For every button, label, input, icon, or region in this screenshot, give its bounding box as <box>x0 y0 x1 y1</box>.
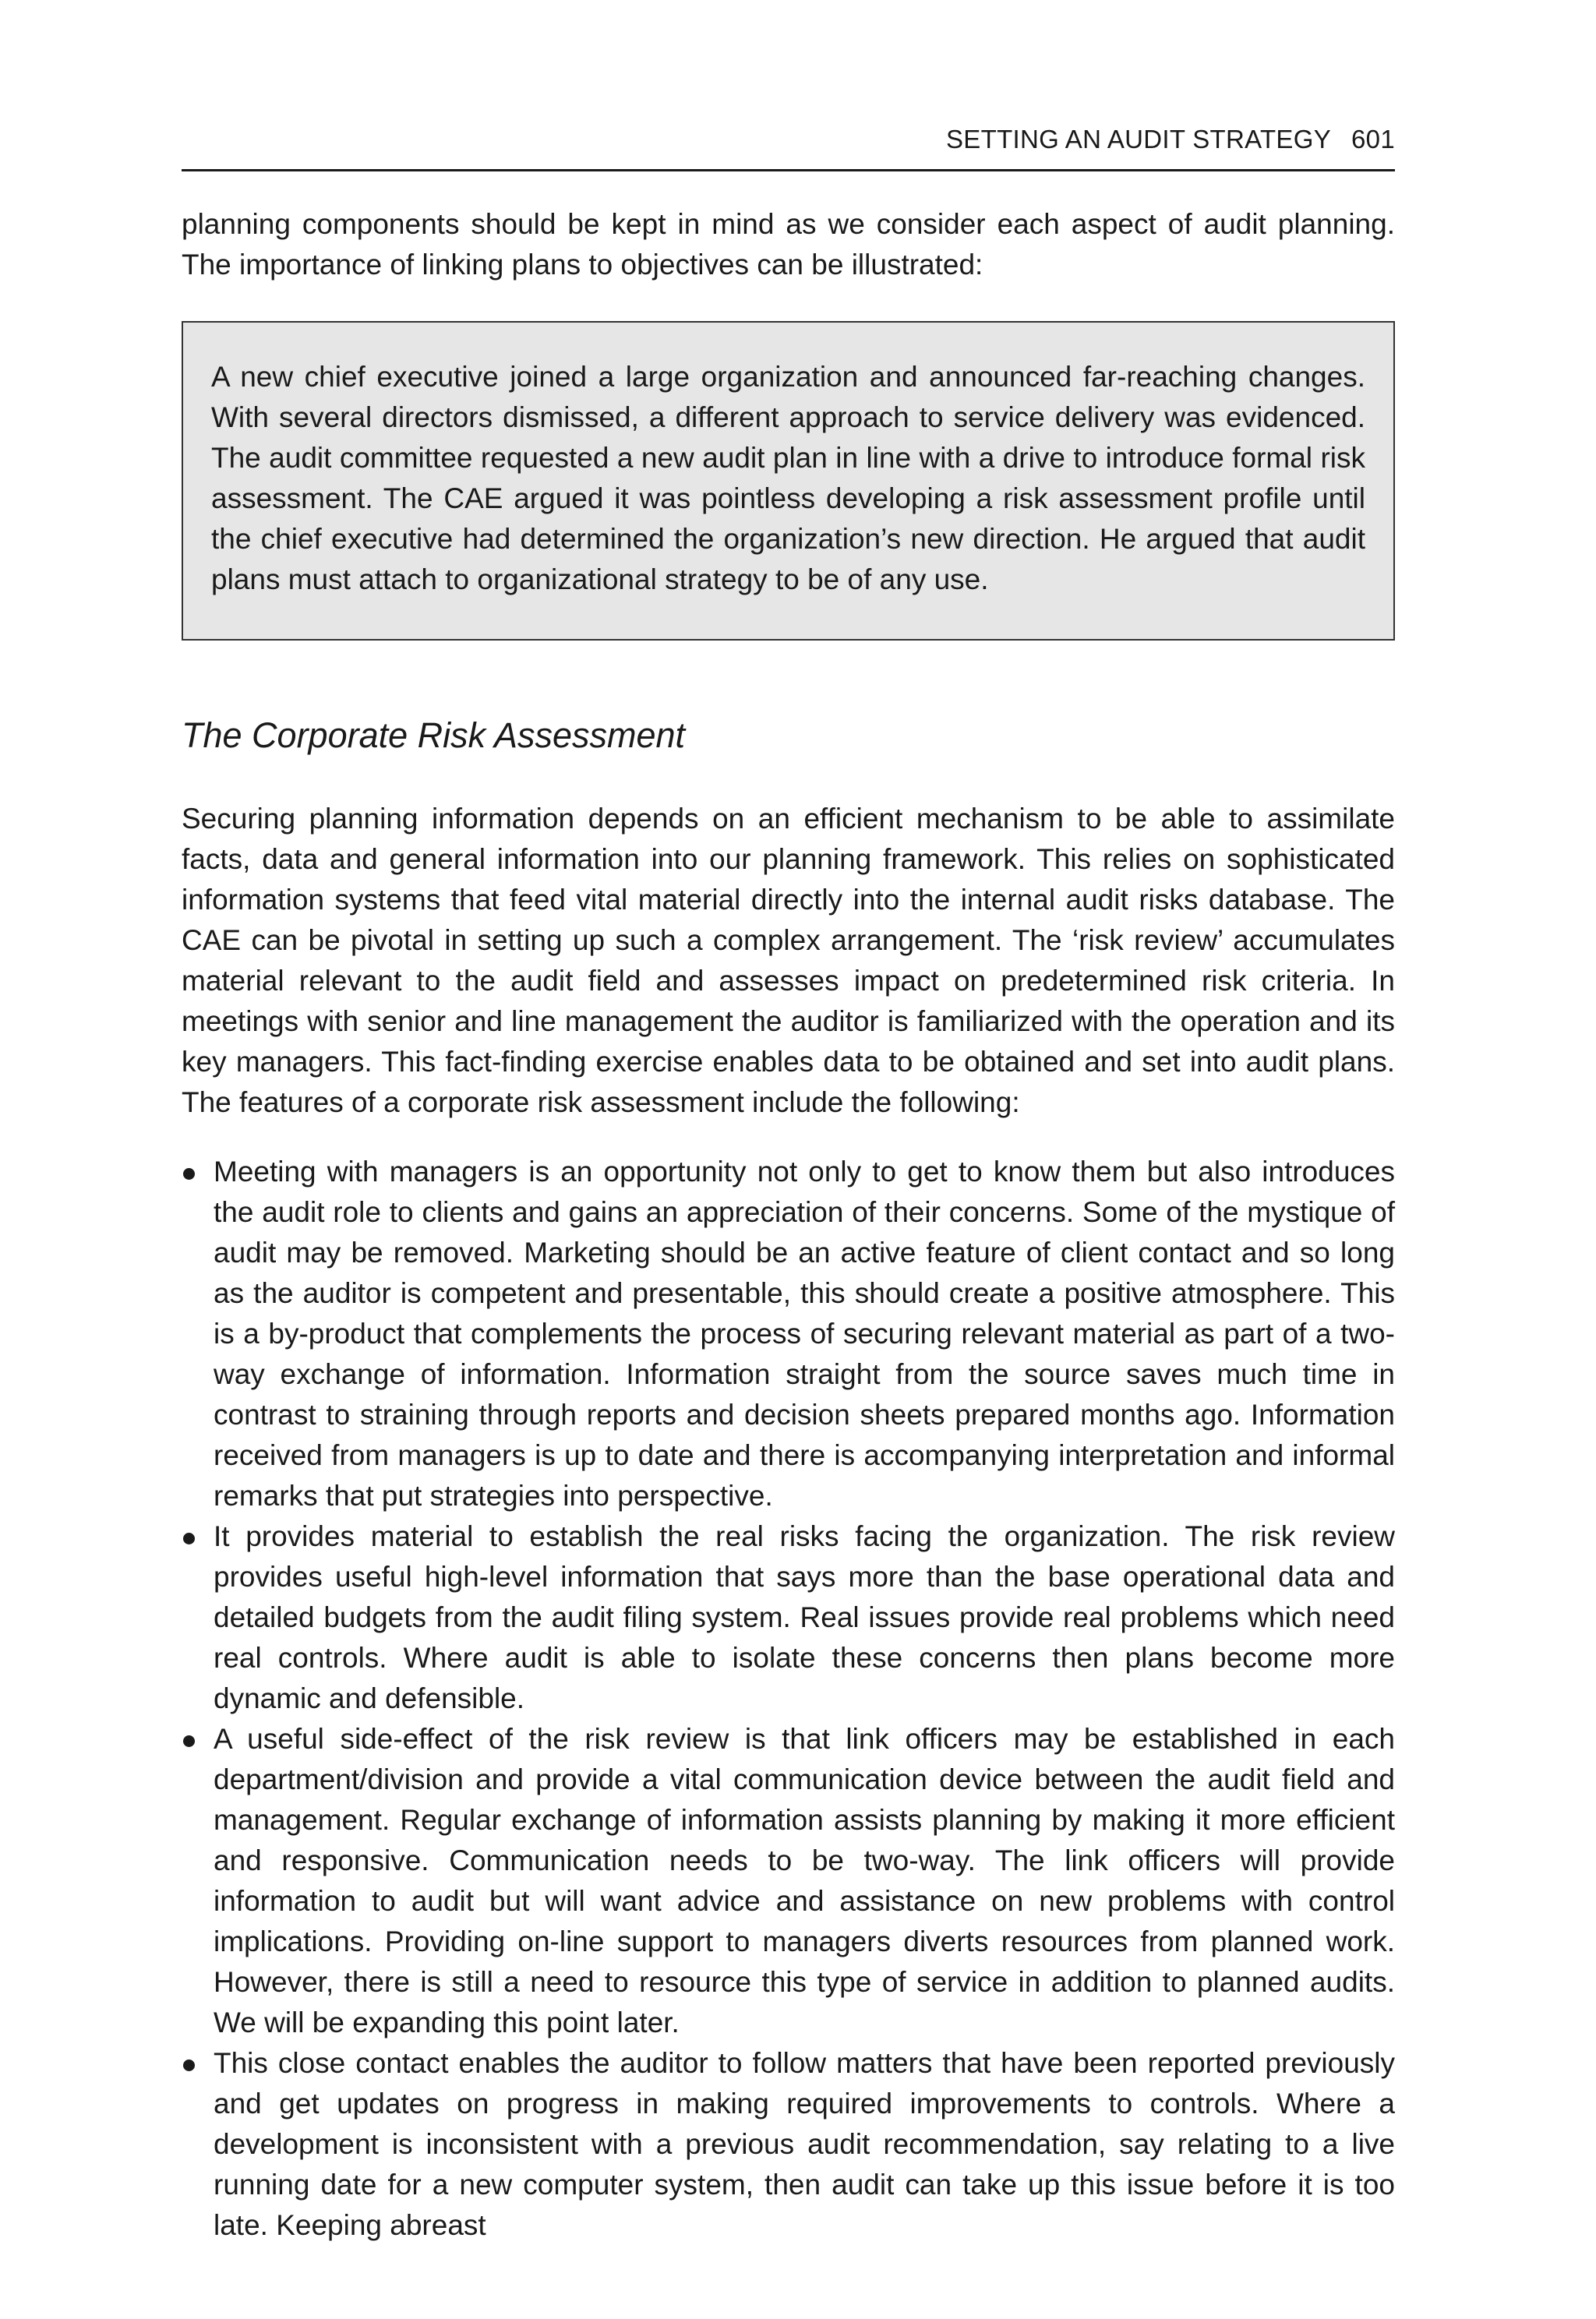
header-rule <box>182 169 1395 171</box>
bullet-text: This close contact enables the auditor to follow matters that have been reported previously and get updates on progress in making required improvements to controls. Where a development is inconsistent with a previous audit recommendation, say relating to a live running date for a new computer system, then audit can take up this issue before it is too late. Keeping abreast <box>214 2047 1395 2241</box>
intro-paragraph: planning components should be kept in mind as we consider each aspect of audit planning. The importance of linking plans to objectives can be illustrated: <box>182 208 1395 281</box>
bullet-dot-icon <box>183 1533 195 1544</box>
case-study-box <box>182 321 1395 641</box>
bullet-item <box>182 1516 1395 1719</box>
bullet-dot-icon <box>183 1735 195 1747</box>
bullet-item <box>182 1152 1395 1516</box>
bullet-item <box>182 1719 1395 2043</box>
bullet-text: It provides material to establish the real risks facing the organization. The risk review provides useful high-level information that says more than the base operational data and detailed budgets from the audit filing system. Real issues provide real problems which need real controls. Where audit is able to isolate these concerns then plans become more dynamic and defensible. <box>214 1520 1395 1714</box>
bullet-text: Meeting with managers is an opportunity not only to get to know them but also introduces the audit role to clients and gains an appreciation of their concerns. Some of the mystique of audit may be removed. Marketing should be an active feature of client contact and so long as the auditor is competent and presentable, this should create a positive atmosphere. This is a by-product that complements the process of securing relevant material as part of a two-way exchange of information. Information straight from the source saves much time in contrast to straining through reports and decision sheets prepared months ago. Information received from managers is up to date and there is accompanying interpretation and informal remarks that put strategies into perspective. <box>214 1156 1395 1512</box>
section-heading: The Corporate Risk Assessment <box>182 715 686 755</box>
bullet-dot-icon <box>183 2060 195 2071</box>
feature-bullet-list <box>182 1152 1395 2246</box>
running-header <box>946 125 1395 154</box>
bullet-dot-icon <box>183 1168 195 1180</box>
page-number: 601 <box>1351 125 1395 154</box>
bullet-text: A useful side-effect of the risk review is that link officers may be established in each department/division and provide a vital communication device between the audit field and management. Regular exchange of information assists planning by making it more efficient and responsive. Communication needs to be two-way. The link officers will provide information to audit but will want advice and assistance on new problems with control implications. Providing on-line support to managers diverts resources from planned work. However, there is still a need to resource this type of service in addition to planned audits. We will be expanding this point later. <box>214 1723 1395 2038</box>
bullet-item <box>182 2043 1395 2246</box>
section-paragraph: Securing planning information depends on an efficient mechanism to be able to assimilate facts, data and general information into our planning framework. This relies on sophisticated information systems that feed vital material directly into the internal audit risks database. The CAE can be pivotal in setting up such a complex arrangement. The ‘risk review’ accumulates material relevant to the audit field and assesses impact on predetermined risk criteria. In meetings with senior and line management the auditor is familiarized with the operation and its key managers. This fact-finding exercise enables data to be obtained and set into audit plans. The features of a corporate risk assessment include the following: <box>182 803 1395 1118</box>
running-title: SETTING AN AUDIT STRATEGY <box>946 125 1332 154</box>
case-study-text: A new chief executive joined a large organization and announced far-reaching changes. With several directors dismissed, a different approach to service delivery was evidenced. The audit committee requested a new audit plan in line with a drive to introduce formal risk assessment. The CAE argued it was pointless developing a risk assessment profile until the chief executive had determined the organization’s new direction. He argued that audit plans must attach to organizational strategy to be of any use. <box>211 361 1365 595</box>
